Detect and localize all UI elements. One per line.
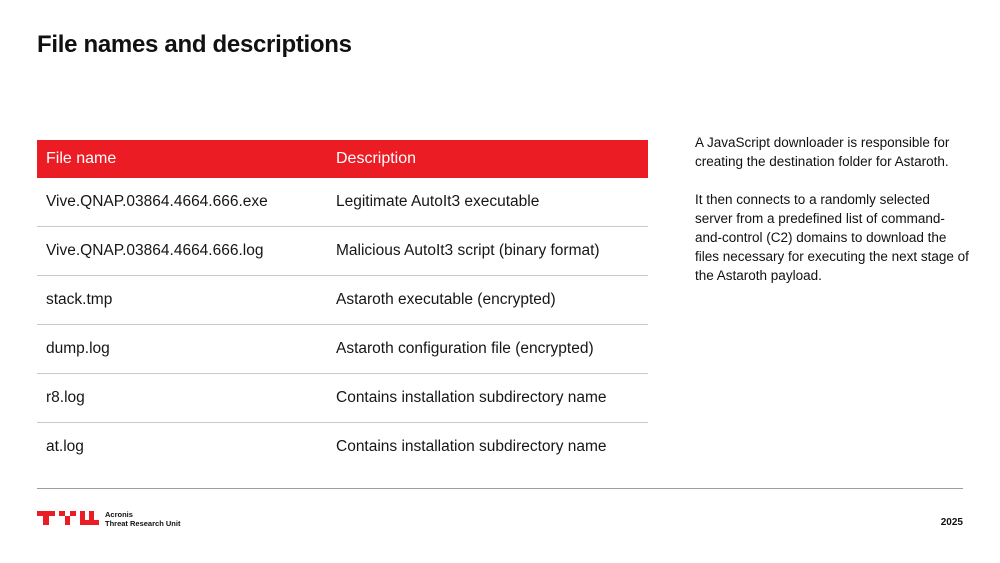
header-file-name: File name <box>46 150 117 167</box>
side-description <box>695 133 970 304</box>
table-row <box>37 374 648 423</box>
cell-file-name: Vive.QNAP.03864.4664.666.log <box>46 242 264 259</box>
cell-description: Astaroth configuration file (encrypted) <box>336 340 594 357</box>
brand-unit: Threat Research Unit <box>105 519 181 528</box>
cell-file-name: dump.log <box>46 340 110 357</box>
cell-description: Astaroth executable (encrypted) <box>336 291 556 308</box>
header-description: Description <box>336 150 417 167</box>
table-row <box>37 325 648 374</box>
file-table <box>37 140 648 471</box>
cell-file-name: at.log <box>46 438 84 455</box>
cell-file-name: stack.tmp <box>46 291 113 308</box>
footer-year: 2025 <box>940 517 963 528</box>
tru-logo-icon <box>37 511 99 525</box>
cell-description: Contains installation subdirectory name <box>336 389 607 406</box>
cell-file-name: r8.log <box>46 389 85 406</box>
side-paragraph-2: It then connects to a randomly selected server from a predefined list of command-and-control (C2) domains to download the files necessary for executing the next stage of the Astaroth payload. <box>695 192 969 283</box>
side-paragraph-1: A JavaScript downloader is responsible for creating the destination folder for Astaroth. <box>695 135 950 169</box>
cell-description: Malicious AutoIt3 script (binary format) <box>336 242 600 259</box>
cell-description: Legitimate AutoIt3 executable <box>336 193 540 210</box>
table-row <box>37 227 648 276</box>
brand-name: Acronis <box>105 510 133 519</box>
table-header <box>37 140 648 178</box>
table-row <box>37 276 648 325</box>
brand-text <box>105 510 180 528</box>
table-row <box>37 423 648 471</box>
page-title: File names and descriptions <box>37 31 352 58</box>
table-row <box>37 178 648 227</box>
cell-description: Contains installation subdirectory name <box>336 438 607 455</box>
footer-divider <box>37 488 963 489</box>
cell-file-name: Vive.QNAP.03864.4664.666.exe <box>46 193 268 210</box>
